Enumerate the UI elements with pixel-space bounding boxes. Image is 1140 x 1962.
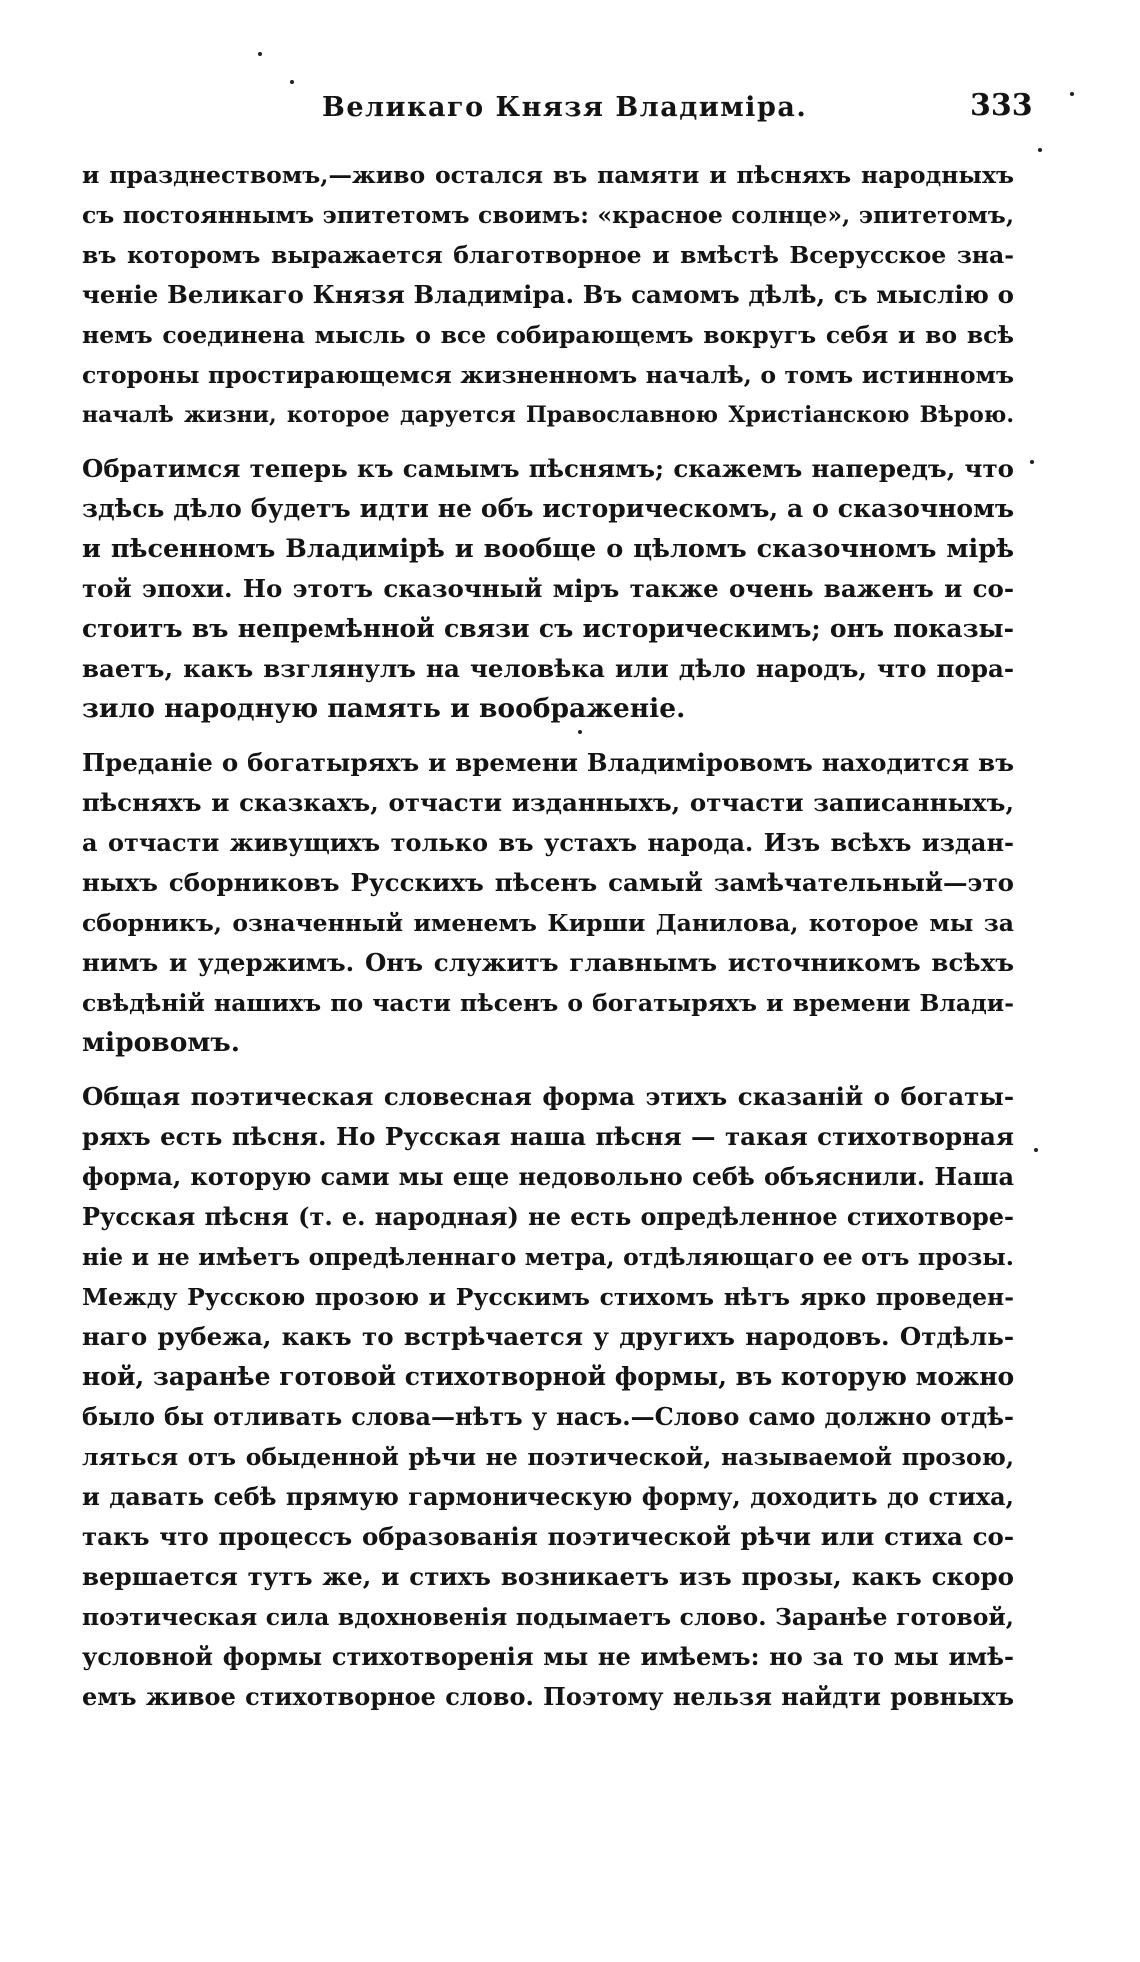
- text-line: и празднествомъ,—живо остался въ памяти и пѣсняхъ народныхъ: [82, 161, 1014, 189]
- text-line: съ постояннымъ эпитетомъ своимъ: «красное солнце», эпитетомъ,: [82, 201, 1014, 229]
- text-line: наго рубежа, какъ то встрѣчается у другихъ народовъ. Отдѣль-: [82, 1322, 1014, 1351]
- text-line: вершается тутъ же, и стихъ возникаетъ изъ прозы, какъ скоро: [82, 1562, 1014, 1591]
- text-line: форма, которую сами мы еще недовольно себѣ объяснили. Наша: [82, 1162, 1014, 1191]
- text-line: пѣсняхъ и сказкахъ, отчасти изданныхъ, отчасти записанныхъ,: [82, 788, 1014, 817]
- text-line: и пѣсенномъ Владимірѣ и вообще о цѣломъ сказочномъ мірѣ: [82, 534, 1014, 564]
- text-line: поэтическая сила вдохновенія подымаетъ слово. Заранѣе готовой,: [82, 1603, 1014, 1631]
- print-speck: [290, 80, 294, 84]
- text-line: ряхъ есть пѣсня. Но Русская наша пѣсня — такая стихотворная: [82, 1122, 1014, 1151]
- text-line: Обратимся теперь къ самымъ пѣснямъ; скажемъ напередъ, что: [82, 454, 1014, 483]
- text-line: а отчасти живущихъ только въ устахъ народа. Изъ всѣхъ издан-: [82, 828, 1014, 857]
- text-line: Общая поэтическая словесная форма этихъ сказаній о богаты-: [82, 1082, 1014, 1111]
- text-line: ной, заранѣе готовой стихотворной формы, въ которую можно: [82, 1362, 1014, 1391]
- paragraph-1: [82, 155, 1014, 435]
- text-line: зило народную память и воображеніе.: [82, 693, 686, 724]
- text-line: здѣсь дѣло будетъ идти не объ историческомъ, а о сказочномъ: [82, 494, 1014, 523]
- running-title: Великаго Князя Владиміра.: [322, 92, 808, 123]
- text-line: Преданіе о богатыряхъ и времени Владиміровомъ находится въ: [82, 748, 1014, 777]
- print-speck: [258, 52, 262, 56]
- text-line: свѣдѣній нашихъ по части пѣсенъ о богатыряхъ и времени Влади-: [82, 989, 1014, 1017]
- text-line: такъ что процессъ образованія поэтической рѣчи или стиха со-: [82, 1522, 1014, 1551]
- text-line: Между Русскою прозою и Русскимъ стихомъ нѣтъ ярко проведен-: [82, 1283, 1014, 1311]
- paragraph-4: [82, 1077, 1014, 1717]
- print-speck: [1038, 148, 1042, 152]
- print-speck: [1034, 1148, 1038, 1152]
- text-line: Русская пѣсня (т. е. народная) не есть опредѣленное стихотворе-: [82, 1202, 1014, 1231]
- text-line: стоитъ въ непремѣнной связи съ историческимъ; онъ показы-: [82, 614, 1014, 643]
- text-line: и давать себѣ прямую гармоническую форму, доходить до стиха,: [82, 1482, 1014, 1511]
- page-number: 333: [970, 88, 1033, 123]
- text-line: началѣ жизни, которое даруется Православною Христіанскою Вѣрою.: [82, 402, 1014, 428]
- paragraph-3: [82, 743, 1014, 1063]
- print-speck: [1070, 92, 1074, 96]
- text-line: сборникъ, означенный именемъ Кирши Данилова, которое мы за: [82, 909, 1014, 937]
- text-line: было бы отливать слова—нѣтъ у насъ.—Слово само должно отдѣ-: [82, 1402, 1014, 1431]
- text-line: въ которомъ выражается благотворное и вмѣстѣ Всерусское зна-: [82, 241, 1014, 269]
- text-line: ляться отъ обыденной рѣчи не поэтической, называемой прозою,: [82, 1443, 1014, 1471]
- text-line: ніе и не имѣетъ опредѣленнаго метра, отдѣляющаго ее отъ прозы.: [82, 1243, 1014, 1271]
- text-line: ченіе Великаго Князя Владиміра. Въ самомъ дѣлѣ, съ мыслію о: [82, 280, 1014, 309]
- text-line: міровомъ.: [82, 1027, 240, 1058]
- body-text: [82, 155, 1014, 1731]
- text-line: ваетъ, какъ взглянулъ на человѣка или дѣло народъ, что пора-: [82, 654, 1014, 683]
- text-line: ныхъ сборниковъ Русскихъ пѣсенъ самый замѣчательный—это: [82, 868, 1014, 897]
- paragraph-2: [82, 449, 1014, 729]
- text-line: немъ соединена мысль о все собирающемъ вокругъ себя и во всѣ: [82, 321, 1014, 349]
- text-line: условной формы стихотворенія мы не имѣемъ: но за то мы имѣ-: [82, 1642, 1014, 1671]
- text-line: стороны простирающемся жизненномъ началѣ, о томъ истинномъ: [82, 361, 1014, 389]
- text-line: емъ живое стихотворное слово. Поэтому нельзя найдти ровныхъ: [82, 1682, 1014, 1711]
- text-line: той эпохи. Но этотъ сказочный міръ также очень важенъ и со-: [82, 574, 1014, 603]
- text-line: нимъ и удержимъ. Онъ служитъ главнымъ источникомъ всѣхъ: [82, 948, 1014, 977]
- print-speck: [1030, 460, 1034, 464]
